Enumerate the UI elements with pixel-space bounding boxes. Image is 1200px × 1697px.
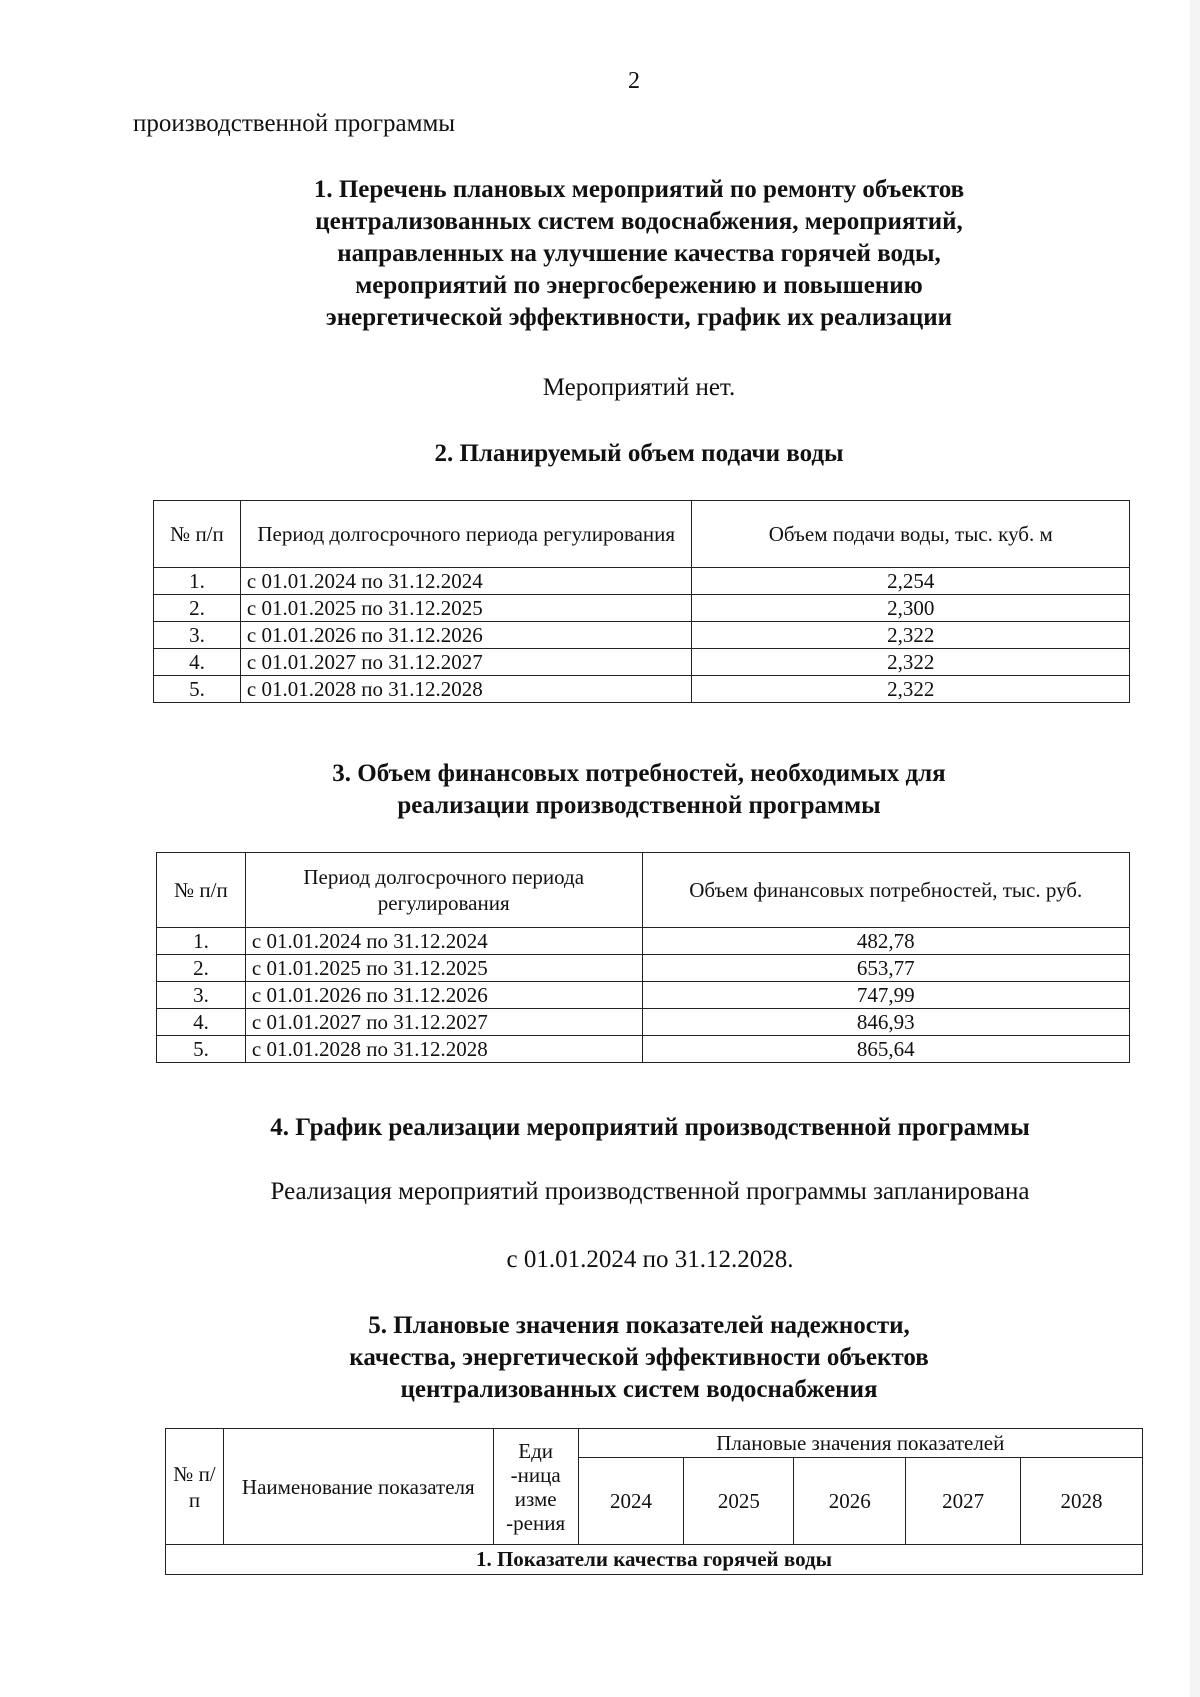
cell: с 01.01.2025 по 31.12.2025 (240, 595, 692, 622)
header-cell: Период долгосрочного периода регулирования (240, 501, 692, 568)
heading-line: централизованных систем водоснабжения (400, 1376, 878, 1403)
cell: с 01.01.2028 по 31.12.2028 (245, 1036, 642, 1063)
table-row (154, 622, 1130, 649)
cell: с 01.01.2027 по 31.12.2027 (245, 1009, 642, 1036)
heading-line: 1. Перечень плановых мероприятий по ремонту объектов (313, 176, 965, 203)
cell: 846,93 (642, 1009, 1129, 1036)
cell: с 01.01.2024 по 31.12.2024 (240, 568, 692, 595)
cell: 1. (157, 928, 246, 955)
heading-line: централизованных систем водоснабжения, мероприятий, (315, 208, 963, 235)
cell: 2. (157, 955, 246, 982)
header-cell-unit: Еди -ница изме -рения (493, 1429, 578, 1545)
section1-body: Мероприятий нет. (542, 374, 736, 401)
table-header-row (157, 853, 1130, 928)
table-row (157, 1009, 1130, 1036)
cell: 4. (154, 649, 241, 676)
year-cell: 2024 (578, 1458, 684, 1545)
water-volume-table (153, 500, 1130, 703)
table-row (157, 1036, 1130, 1063)
cell: с 01.01.2028 по 31.12.2028 (240, 676, 692, 703)
table-header-row (154, 501, 1130, 568)
cell: 3. (154, 622, 241, 649)
cell: 3. (157, 982, 246, 1009)
section1-heading (180, 174, 1098, 334)
cell: 747,99 (642, 982, 1129, 1009)
cell: 2,254 (692, 568, 1130, 595)
table-row (157, 928, 1130, 955)
cell: 5. (154, 676, 241, 703)
heading-line: качества, энергетической эффективности объектов (349, 1344, 929, 1371)
page-number: 2 (628, 68, 640, 94)
indicators-table (165, 1428, 1143, 1575)
header-cell: № п/п (154, 501, 241, 568)
cell: с 01.01.2025 по 31.12.2025 (245, 955, 642, 982)
continuation-text: производственной программы (133, 110, 456, 137)
header-cell-group: Плановые значения показателей (578, 1429, 1142, 1458)
cell: 2,322 (692, 622, 1130, 649)
heading-line: реализации производственной программы (397, 792, 881, 819)
cell: 653,77 (642, 955, 1129, 982)
year-cell: 2025 (684, 1458, 794, 1545)
cell: 2,300 (692, 595, 1130, 622)
header-cell: № п/п (157, 853, 246, 928)
year-cell: 2026 (794, 1458, 906, 1545)
heading-line: мероприятий по энергосбережению и повышению (355, 272, 923, 299)
cell: с 01.01.2026 по 31.12.2026 (245, 982, 642, 1009)
section3-heading (180, 758, 1098, 822)
section4-heading: 4. График реализации мероприятий производственной программы (270, 1114, 1030, 1141)
header-cell-num: № п/п (166, 1429, 224, 1545)
section5-heading (180, 1310, 1098, 1406)
cell: 5. (157, 1036, 246, 1063)
cell: 4. (157, 1009, 246, 1036)
header-cell: Объем подачи воды, тыс. куб. м (692, 501, 1130, 568)
table-subsection-row (166, 1545, 1143, 1575)
subsection-cell: 1. Показатели качества горячей воды (166, 1545, 1143, 1575)
table-row (154, 676, 1130, 703)
section4-body-line1: Реализация мероприятий производственной программы запланирована (270, 1178, 1030, 1205)
heading-line: 3. Объем финансовых потребностей, необходимых для (332, 760, 946, 787)
cell: с 01.01.2026 по 31.12.2026 (240, 622, 692, 649)
cell: 2,322 (692, 649, 1130, 676)
year-cell: 2027 (906, 1458, 1021, 1545)
financial-needs-table (156, 852, 1130, 1063)
header-cell-name: Наименование показателя (223, 1429, 493, 1545)
table-row (154, 649, 1130, 676)
header-cell: Объем финансовых потребностей, тыс. руб. (642, 853, 1129, 928)
table-row (157, 982, 1130, 1009)
cell: с 01.01.2027 по 31.12.2027 (240, 649, 692, 676)
table-row (157, 955, 1130, 982)
header-cell: Период долгосрочного периода регулирования (245, 853, 642, 928)
heading-line: энергетической эффективности, график их реализации (325, 304, 953, 331)
scan-edge (1190, 0, 1200, 1697)
heading-line: направленных на улучшение качества горячей воды, (337, 240, 941, 267)
year-cell: 2028 (1021, 1458, 1143, 1545)
cell: 2. (154, 595, 241, 622)
cell: 1. (154, 568, 241, 595)
heading-line: 5. Плановые значения показателей надежности, (368, 1312, 910, 1339)
cell: 2,322 (692, 676, 1130, 703)
table-header-row (166, 1429, 1143, 1458)
table-row (154, 568, 1130, 595)
table-row (154, 595, 1130, 622)
cell: 482,78 (642, 928, 1129, 955)
section4-body-line2: с 01.01.2024 по 31.12.2028. (506, 1246, 794, 1273)
cell: 865,64 (642, 1036, 1129, 1063)
cell: с 01.01.2024 по 31.12.2024 (245, 928, 642, 955)
section2-heading: 2. Планируемый объем подачи воды (434, 440, 844, 467)
